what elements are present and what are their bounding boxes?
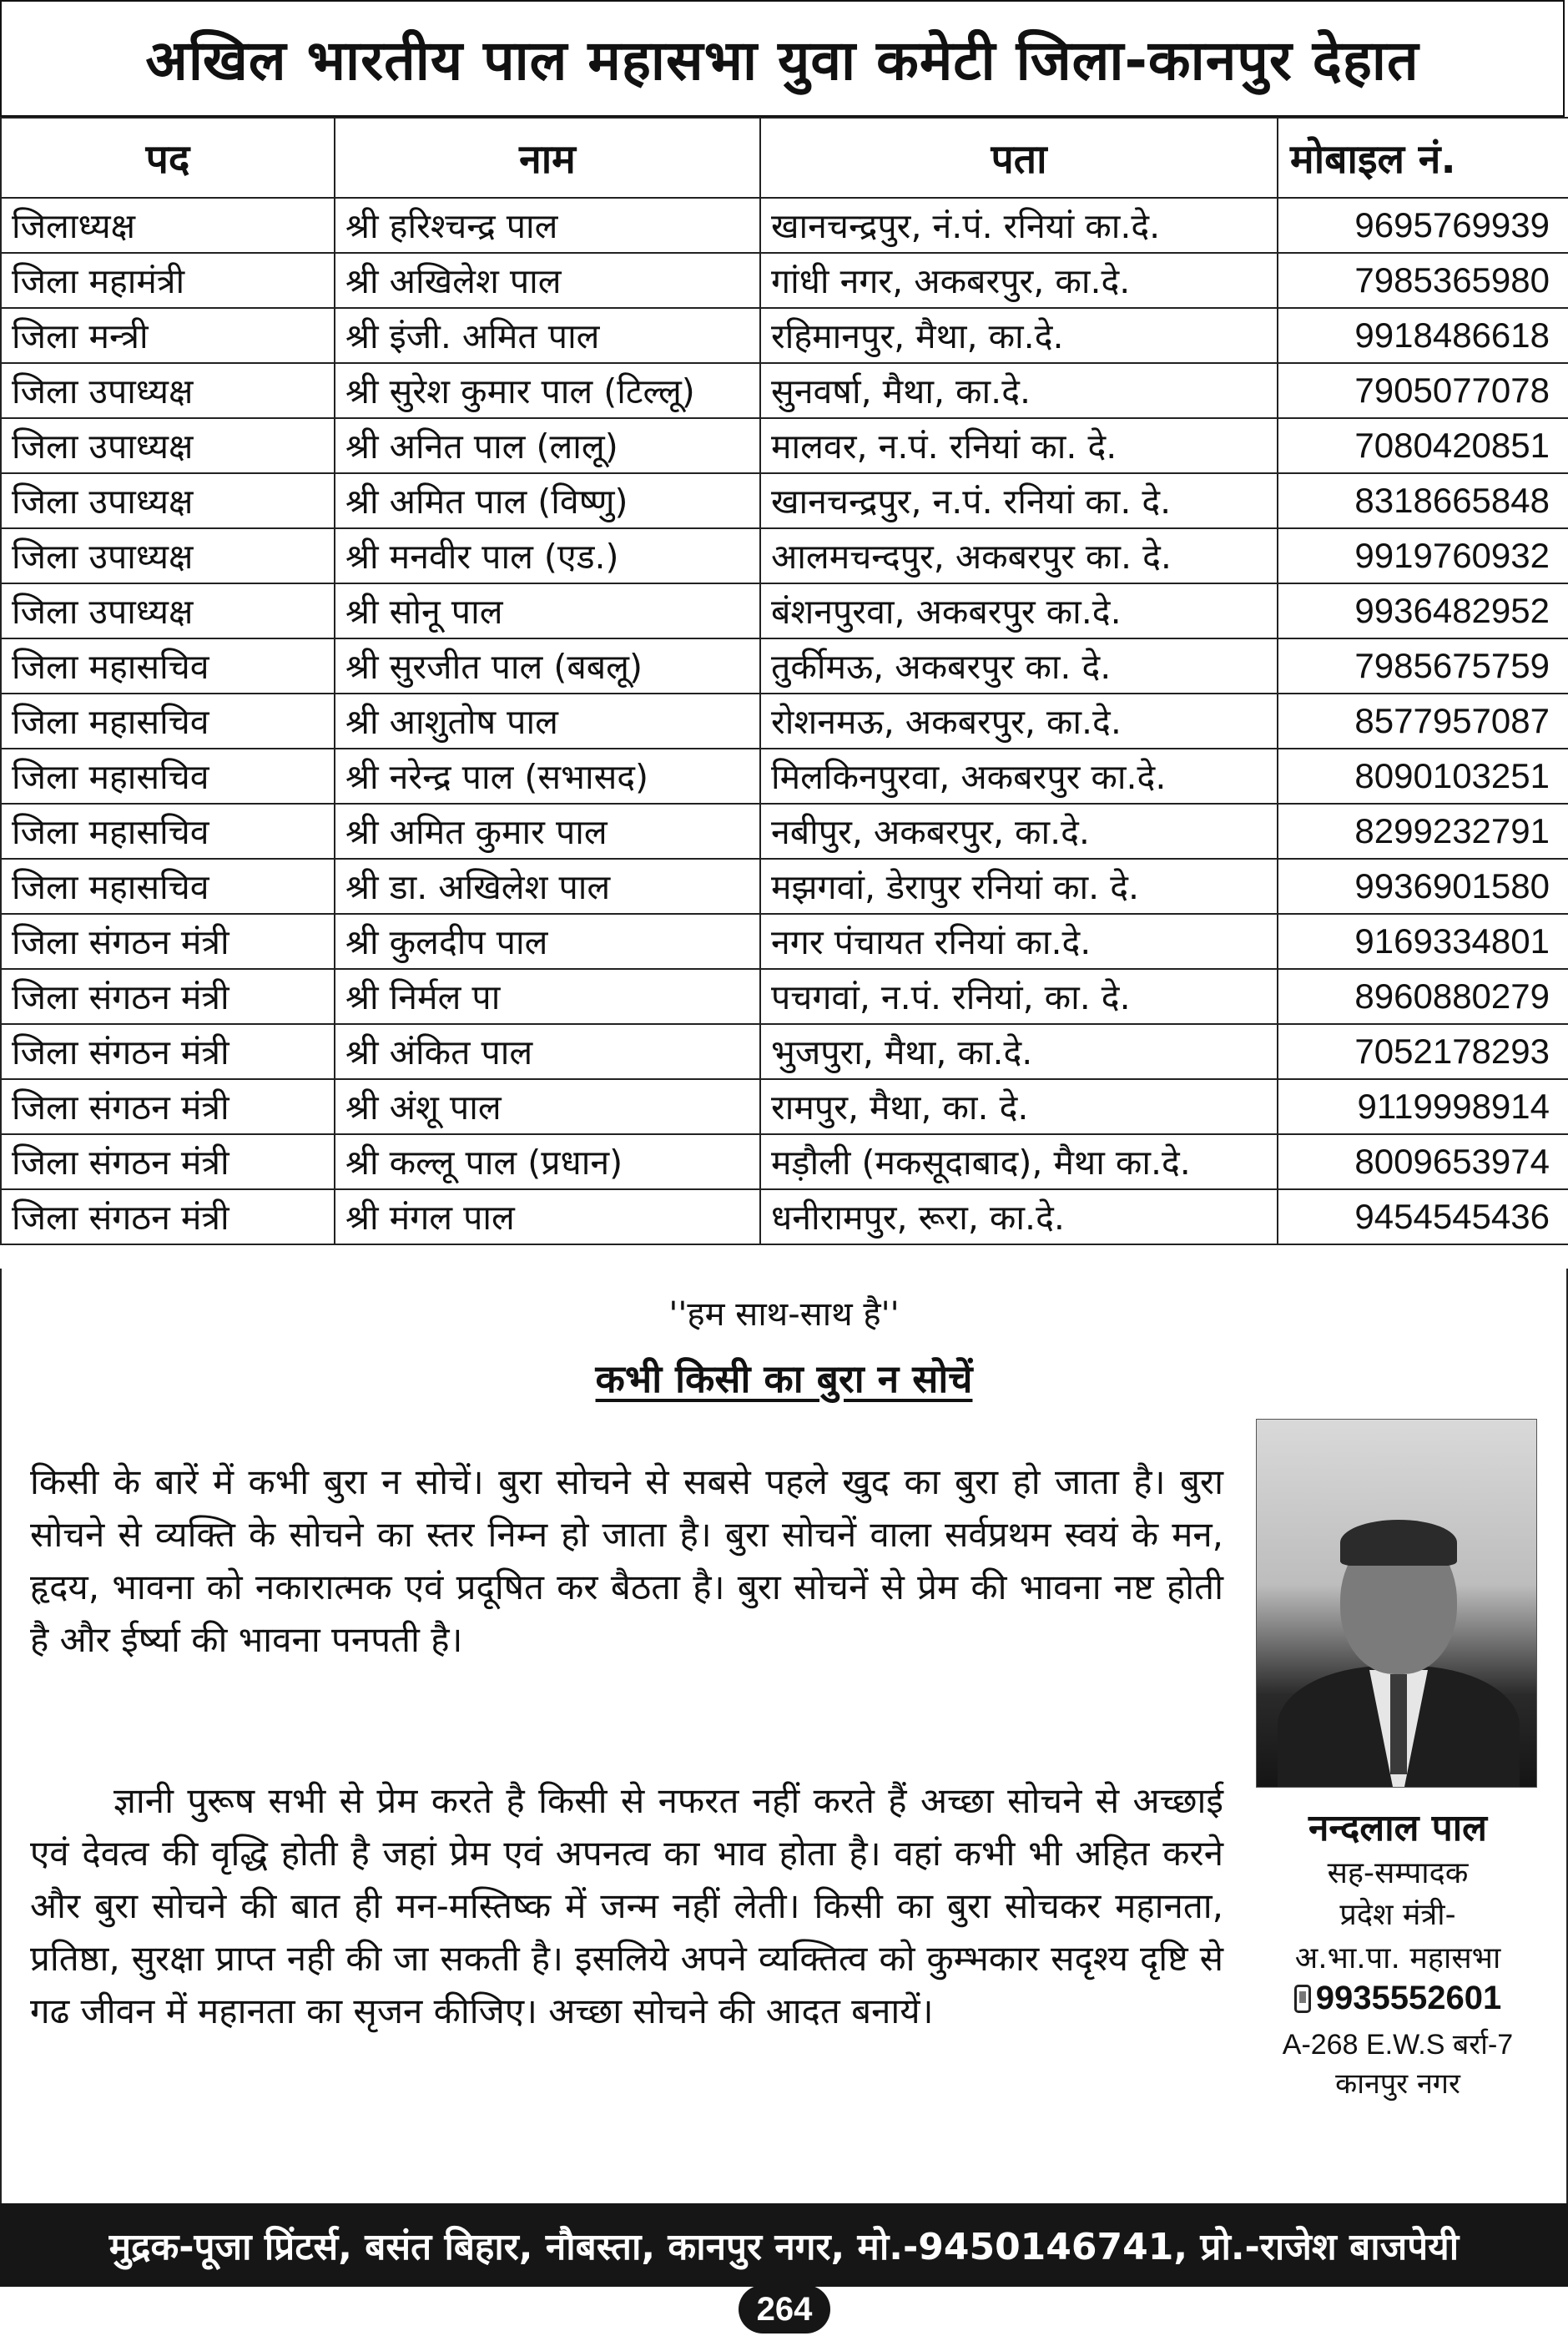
- cell-name: श्री अंकित पाल: [335, 1024, 760, 1079]
- cell-address: गांधी नगर, अकबरपुर, का.दे.: [760, 253, 1278, 308]
- table-row: [1, 694, 1568, 749]
- cell-address: भुजपुरा, मैथा, का.दे.: [760, 1024, 1278, 1079]
- cell-mobile: 9936482952: [1278, 583, 1568, 638]
- cell-mobile: 8009653974: [1278, 1134, 1568, 1189]
- table-row: [1, 804, 1568, 859]
- cell-address: मझगवां, डेरापुर रनियां का. दे.: [760, 859, 1278, 914]
- cell-mobile: 8090103251: [1278, 749, 1568, 804]
- page-number: 264: [739, 2285, 830, 2333]
- author-organisation: अ.भा.पा. महासभा: [1294, 1941, 1501, 1975]
- cell-mobile: 7080420851: [1278, 418, 1568, 473]
- cell-post: जिला उपाध्यक्ष: [1, 528, 335, 583]
- cell-name: श्री सुरजीत पाल (बबलू): [335, 638, 760, 694]
- cell-name: श्री अमित कुमार पाल: [335, 804, 760, 859]
- cell-name: श्री मनवीर पाल (एड.): [335, 528, 760, 583]
- table-row: [1, 1024, 1568, 1079]
- header-name: नाम: [335, 118, 760, 198]
- table-row: [1, 1079, 1568, 1134]
- author-designation-2: प्रदेश मंत्री-: [1339, 1898, 1456, 1932]
- author-photo: [1256, 1419, 1537, 1788]
- cell-name: श्री निर्मल पा: [335, 969, 760, 1024]
- cell-name: श्री आशुतोष पाल: [335, 694, 760, 749]
- mobile-phone-icon: [1294, 1985, 1311, 2013]
- cell-address: मड़ौली (मकसूदाबाद), मैथा का.दे.: [760, 1134, 1278, 1189]
- author-name: नन्दलाल पाल: [1308, 1807, 1487, 1849]
- cell-post: जिला महासचिव: [1, 859, 335, 914]
- header-post: पद: [1, 118, 335, 198]
- article-paragraph-1: किसी के बारें में कभी बुरा न सोचें। बुरा सोचने से सबसे पहले खुद का बुरा हो जाता है। बुरा सोचने से व्यक्ति के सोचने का स्तर निम्न हो जाता है। बुरा सोचनें वाला सर्वप्रथम स्वयं के मन, हृदय, भावना को नकारात्मक एवं प्रदूषित कर बैठता है। बुरा सोचनें से प्रेम की भावना नष्ट होती है और ईर्ष्या की भावना पनपती है।: [30, 1461, 1223, 1660]
- cell-address: रामपुर, मैथा, का. दे.: [760, 1079, 1278, 1134]
- cell-address: रहिमानपुर, मैथा, का.दे.: [760, 308, 1278, 363]
- cell-post: जिला उपाध्यक्ष: [1, 473, 335, 528]
- author-phone: [1235, 1980, 1560, 2017]
- cell-mobile: 9169334801: [1278, 914, 1568, 969]
- article-heading: [0, 1352, 1568, 1404]
- cell-post: जिलाध्यक्ष: [1, 198, 335, 253]
- table-row: [1, 308, 1568, 363]
- cell-name: श्री सोनू पाल: [335, 583, 760, 638]
- table-row: [1, 473, 1568, 528]
- cell-address: तुर्कीमऊ, अकबरपुर का. दे.: [760, 638, 1278, 694]
- cell-post: जिला संगठन मंत्री: [1, 969, 335, 1024]
- author-phone-number: 9935552601: [1315, 1980, 1502, 2016]
- cell-post: जिला उपाध्यक्ष: [1, 363, 335, 418]
- cell-mobile: 8577957087: [1278, 694, 1568, 749]
- table-row: [1, 969, 1568, 1024]
- table-row: [1, 198, 1568, 253]
- cell-post: जिला महासचिव: [1, 638, 335, 694]
- cell-name: श्री कल्लू पाल (प्रधान): [335, 1134, 760, 1189]
- cell-mobile: 7905077078: [1278, 363, 1568, 418]
- cell-name: श्री अखिलेश पाल: [335, 253, 760, 308]
- cell-name: श्री नरेन्द्र पाल (सभासद): [335, 749, 760, 804]
- table-row: [1, 583, 1568, 638]
- header-address: पता: [760, 118, 1278, 198]
- cell-mobile: 8299232791: [1278, 804, 1568, 859]
- cell-mobile: 7985365980: [1278, 253, 1568, 308]
- table-row: [1, 253, 1568, 308]
- cell-mobile: 9695769939: [1278, 198, 1568, 253]
- cell-mobile: 8960880279: [1278, 969, 1568, 1024]
- cell-address: रोशनमऊ, अकबरपुर, का.दे.: [760, 694, 1278, 749]
- cell-name: श्री अनित पाल (लालू): [335, 418, 760, 473]
- cell-post: जिला महासचिव: [1, 749, 335, 804]
- table-row: [1, 1189, 1568, 1244]
- cell-address: खानचन्द्रपुर, नं.पं. रनियां का.दे.: [760, 198, 1278, 253]
- cell-address: मिलकिनपुरवा, अकबरपुर का.दे.: [760, 749, 1278, 804]
- cell-post: जिला संगठन मंत्री: [1, 1189, 335, 1244]
- cell-post: जिला संगठन मंत्री: [1, 914, 335, 969]
- cell-address: मालवर, न.पं. रनियां का. दे.: [760, 418, 1278, 473]
- cell-address: नबीपुर, अकबरपुर, का.दे.: [760, 804, 1278, 859]
- header-mobile: मोबाइल नं.: [1278, 118, 1568, 198]
- table-header-row: [1, 118, 1568, 198]
- cell-address: सुनवर्षा, मैथा, का.दे.: [760, 363, 1278, 418]
- cell-mobile: 8318665848: [1278, 473, 1568, 528]
- cell-post: जिला मन्त्री: [1, 308, 335, 363]
- table-row: [1, 363, 1568, 418]
- cell-name: श्री अमित पाल (विष्णु): [335, 473, 760, 528]
- cell-name: श्री कुलदीप पाल: [335, 914, 760, 969]
- photo-tie: [1390, 1674, 1407, 1774]
- table-row: [1, 638, 1568, 694]
- cell-mobile: 9454545436: [1278, 1189, 1568, 1244]
- author-address-1: A-268 E.W.S बर्रा-7: [1282, 2029, 1514, 2061]
- cell-post: जिला उपाध्यक्ष: [1, 418, 335, 473]
- cell-address: आलमचन्दपुर, अकबरपुर का. दे.: [760, 528, 1278, 583]
- photo-hair: [1340, 1520, 1457, 1566]
- cell-name: श्री हरिश्चन्द्र पाल: [335, 198, 760, 253]
- article-paragraph-2: ज्ञानी पुरूष सभी से प्रेम करते है किसी से नफरत नहीं करते हैं अच्छा सोचने से अच्छाई एवं देवत्व की वृद्धि होती है जहां प्रेम एवं अपनत्व का भाव होता है। वहां कभी भी अहित करने और बुरा सोचने की बात ही मन-मस्तिष्क में जन्म नहीं लेती। किसी का बुरा सोचकर महानता, प्रतिष्ठा, सुरक्षा प्राप्त नही की जा सकती है। इसलिये अपने व्यक्तित्व को कुम्भकार सदृश्य दृष्टि से गढ जीवन में महानता का सृजन कीजिए। अच्छा सोचने की आदत बनायें।: [30, 1780, 1223, 2031]
- table-row: [1, 1134, 1568, 1189]
- cell-mobile: 9919760932: [1278, 528, 1568, 583]
- table-row: [1, 859, 1568, 914]
- cell-name: श्री मंगल पाल: [335, 1189, 760, 1244]
- author-address-2: कानपुर नगर: [1335, 2067, 1460, 2101]
- table-row: [1, 528, 1568, 583]
- cell-mobile: 9119998914: [1278, 1079, 1568, 1134]
- cell-post: जिला संगठन मंत्री: [1, 1024, 335, 1079]
- cell-mobile: 7985675759: [1278, 638, 1568, 694]
- cell-name: श्री सुरेश कुमार पाल (टिल्लू): [335, 363, 760, 418]
- cell-mobile: 9918486618: [1278, 308, 1568, 363]
- cell-address: खानचन्द्रपुर, न.पं. रनियां का. दे.: [760, 473, 1278, 528]
- article-heading-text: कभी किसी का बुरा न सोचें: [595, 1356, 973, 1401]
- cell-name: श्री डा. अखिलेश पाल: [335, 859, 760, 914]
- title-banner: [0, 0, 1565, 117]
- cell-post: जिला उपाध्यक्ष: [1, 583, 335, 638]
- cell-name: श्री इंजी. अमित पाल: [335, 308, 760, 363]
- table-row: [1, 749, 1568, 804]
- cell-address: नगर पंचायत रनियां का.दे.: [760, 914, 1278, 969]
- cell-address: पचगवां, न.पं. रनियां, का. दे.: [760, 969, 1278, 1024]
- printer-footer: मुद्रक-पूजा प्रिंटर्स, बसंत बिहार, नौबस्ता, कानपुर नगर, मो.-9450146741, प्रो.-राजेश बाजपेयी: [0, 2203, 1568, 2287]
- table-row: [1, 418, 1568, 473]
- cell-address: धनीरामपुर, रूरा, का.दे.: [760, 1189, 1278, 1244]
- cell-post: जिला संगठन मंत्री: [1, 1079, 335, 1134]
- cell-post: जिला महासचिव: [1, 694, 335, 749]
- page-title: अखिल भारतीय पाल महासभा युवा कमेटी जिला-कानपुर देहात: [145, 28, 1419, 93]
- cell-post: जिला महामंत्री: [1, 253, 335, 308]
- cell-mobile: 7052178293: [1278, 1024, 1568, 1079]
- cell-post: जिला महासचिव: [1, 804, 335, 859]
- table-row: [1, 914, 1568, 969]
- cell-name: श्री अंशू पाल: [335, 1079, 760, 1134]
- cell-mobile: 9936901580: [1278, 859, 1568, 914]
- cell-post: जिला संगठन मंत्री: [1, 1134, 335, 1189]
- members-table: [0, 117, 1568, 1245]
- motto: ''हम साथ-साथ है'': [668, 1295, 900, 1334]
- author-designation-1: सह-सम्पादक: [1327, 1856, 1469, 1890]
- cell-address: बंशनपुरवा, अकबरपुर का.दे.: [760, 583, 1278, 638]
